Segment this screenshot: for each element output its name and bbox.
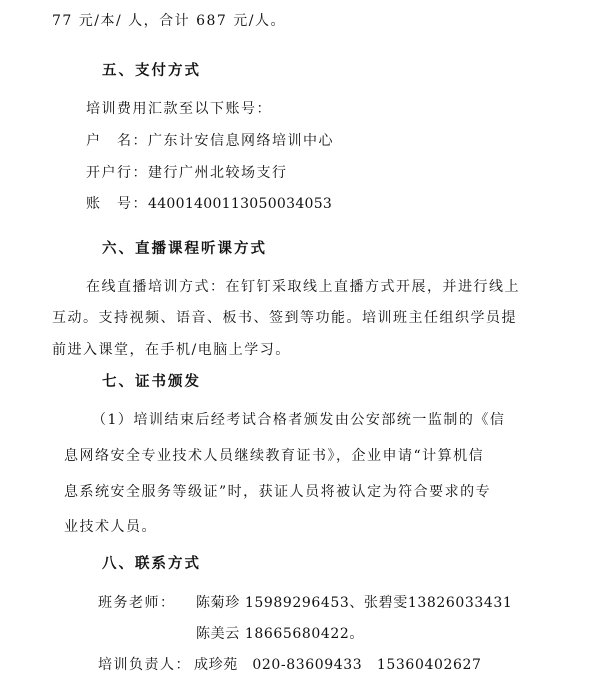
contact-heading: 八、联系方式 [102,556,201,572]
certificate-paragraph-line: 业技术人员。 [64,519,157,535]
account-number-label: 账 号： [86,196,148,212]
certificate-heading: 七、证书颁发 [102,374,201,390]
account-number-row [86,194,332,214]
manager-label: 培训负责人： [98,657,191,673]
fee-line: 77 元/本/ 人，合计 687 元/人。 [52,13,286,29]
account-name-value: 广东计安信息网络培训中心 [148,133,334,149]
account-name-row [86,131,334,151]
account-number-value: 44001400113050034053 [148,196,333,212]
livestream-heading: 六、直播课程听课方式 [102,241,267,257]
manager-contact-line: 成珍苑 020-83609433 15360402627 [194,657,482,673]
livestream-paragraph-line: 前进入课堂，在手机/电脑上学习。 [52,342,291,358]
bank-label: 开户行： [86,165,148,181]
certificate-paragraph-line: 息网络安全专业技术人员继续教育证书》，企业申请“计算机信 [64,448,485,464]
teacher-contacts-line: 陈菊珍 15989296453、张碧雯13826033431 [196,595,513,611]
payment-heading: 五、支付方式 [102,63,201,79]
payment-intro: 培训费用汇款至以下账号： [86,101,272,117]
teacher-contacts-line: 陈美云 18665680422。 [196,626,365,642]
account-name-label: 户 名： [86,133,148,149]
bank-value: 建行广州北较场支行 [148,165,288,181]
teacher-label: 班务老师： [98,595,176,611]
bank-row [86,163,288,183]
livestream-paragraph-line: 在线直播培训方式：在钉钉采取线上直播方式开展，并进行线上 [86,279,520,295]
livestream-paragraph-line: 互动。支持视频、语音、板书、签到等功能。培训班主任组织学员提 [52,310,517,326]
certificate-paragraph-line: 息系统安全服务等级证”时，获证人员将被认定为符合要求的专 [64,484,492,500]
certificate-paragraph-line: （1）培训结束后经考试合格者颁发由公安部统一监制的《信 [92,412,506,428]
